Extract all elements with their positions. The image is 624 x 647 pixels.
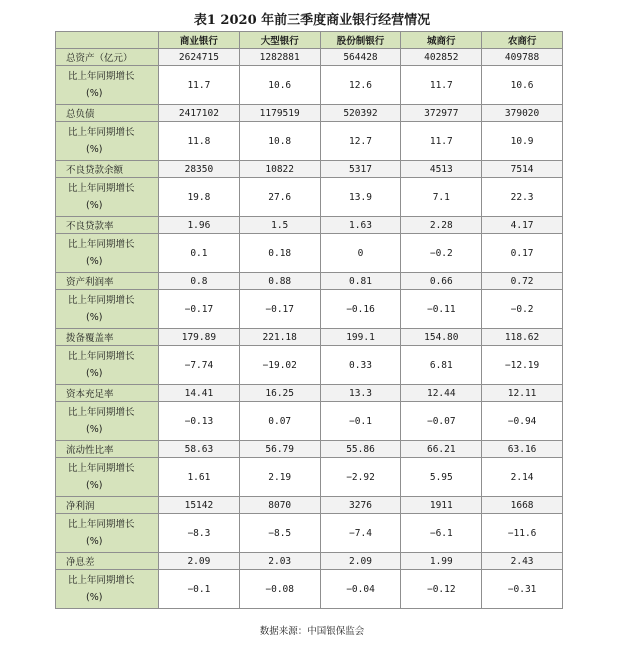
- metric-value: 66.21: [401, 441, 482, 458]
- metric-value: 1911: [401, 497, 482, 514]
- growth-value: 5.95: [401, 458, 482, 497]
- growth-label-line2: (%): [86, 368, 103, 379]
- metric-value: 7514: [482, 161, 563, 178]
- growth-value: −0.1: [320, 402, 401, 441]
- metric-value: 4.17: [482, 217, 563, 234]
- metric-value: 1179519: [239, 105, 320, 122]
- metric-value: 2624715: [159, 49, 240, 66]
- growth-label-line2: (%): [86, 88, 103, 99]
- growth-label: [56, 458, 159, 497]
- growth-row: [56, 458, 563, 497]
- growth-value: −19.02: [239, 346, 320, 385]
- metric-value: 154.80: [401, 329, 482, 346]
- growth-label-line1: 比上年同期增长: [68, 183, 135, 194]
- growth-label-line1: 比上年同期增长: [68, 239, 135, 250]
- metric-row: [56, 441, 563, 458]
- growth-label-line1: 比上年同期增长: [68, 519, 135, 530]
- metric-row: [56, 385, 563, 402]
- growth-value: −11.6: [482, 514, 563, 553]
- growth-value: −0.13: [159, 402, 240, 441]
- metric-value: 15142: [159, 497, 240, 514]
- metric-value: 0.88: [239, 273, 320, 290]
- metric-value: 564428: [320, 49, 401, 66]
- metric-value: 409788: [482, 49, 563, 66]
- growth-value: 12.6: [320, 66, 401, 105]
- growth-label-line1: 比上年同期增长: [68, 295, 135, 306]
- metric-value: 199.1: [320, 329, 401, 346]
- growth-value: 10.6: [239, 66, 320, 105]
- growth-value: −0.08: [239, 570, 320, 609]
- growth-label-line2: (%): [86, 256, 103, 267]
- growth-row: [56, 234, 563, 273]
- metric-row: [56, 49, 563, 66]
- metric-value: 2.09: [159, 553, 240, 570]
- metric-label: 总负债: [56, 105, 159, 122]
- growth-label: [56, 178, 159, 217]
- growth-row: [56, 66, 563, 105]
- metric-value: 8070: [239, 497, 320, 514]
- growth-value: −2.92: [320, 458, 401, 497]
- growth-value: 6.81: [401, 346, 482, 385]
- growth-label: [56, 514, 159, 553]
- metric-value: 118.62: [482, 329, 563, 346]
- growth-label-line2: (%): [86, 312, 103, 323]
- column-header: 股份制银行: [320, 32, 401, 49]
- growth-value: 0.1: [159, 234, 240, 273]
- growth-value: 11.7: [401, 122, 482, 161]
- growth-row: [56, 122, 563, 161]
- growth-label-line1: 比上年同期增长: [68, 127, 135, 138]
- growth-value: 27.6: [239, 178, 320, 217]
- metric-value: 379020: [482, 105, 563, 122]
- growth-value: 22.3: [482, 178, 563, 217]
- metric-value: 402852: [401, 49, 482, 66]
- metric-label: 净利润: [56, 497, 159, 514]
- growth-value: −0.94: [482, 402, 563, 441]
- growth-value: 0.17: [482, 234, 563, 273]
- metric-row: [56, 329, 563, 346]
- metric-label: 不良贷款余额: [56, 161, 159, 178]
- growth-row: [56, 514, 563, 553]
- growth-value: −0.31: [482, 570, 563, 609]
- metric-value: 0.66: [401, 273, 482, 290]
- metric-value: 1.5: [239, 217, 320, 234]
- growth-value: −0.12: [401, 570, 482, 609]
- growth-label-line1: 比上年同期增长: [68, 407, 135, 418]
- growth-label-line1: 比上年同期增长: [68, 463, 135, 474]
- growth-value: 2.19: [239, 458, 320, 497]
- growth-label: [56, 402, 159, 441]
- metric-value: 13.3: [320, 385, 401, 402]
- metric-row: [56, 217, 563, 234]
- metric-value: 2.28: [401, 217, 482, 234]
- metric-label: 资本充足率: [56, 385, 159, 402]
- metric-value: 1.63: [320, 217, 401, 234]
- metric-value: 0.81: [320, 273, 401, 290]
- growth-label-line2: (%): [86, 592, 103, 603]
- banking-performance-table: [55, 31, 563, 609]
- growth-value: 2.14: [482, 458, 563, 497]
- growth-value: 0: [320, 234, 401, 273]
- growth-row: [56, 346, 563, 385]
- growth-value: 12.7: [320, 122, 401, 161]
- metric-label: 资产利润率: [56, 273, 159, 290]
- growth-value: 10.6: [482, 66, 563, 105]
- growth-label-line1: 比上年同期增长: [68, 71, 135, 82]
- growth-label: [56, 346, 159, 385]
- metric-value: 12.11: [482, 385, 563, 402]
- metric-label: 流动性比率: [56, 441, 159, 458]
- metric-row: [56, 105, 563, 122]
- metric-value: 4513: [401, 161, 482, 178]
- growth-label: [56, 234, 159, 273]
- metric-row: [56, 161, 563, 178]
- growth-row: [56, 290, 563, 329]
- growth-label: [56, 122, 159, 161]
- growth-label-line1: 比上年同期增长: [68, 575, 135, 586]
- growth-value: −0.11: [401, 290, 482, 329]
- growth-value: 0.07: [239, 402, 320, 441]
- column-header: 大型银行: [239, 32, 320, 49]
- metric-value: 10822: [239, 161, 320, 178]
- growth-label-line1: 比上年同期增长: [68, 351, 135, 362]
- growth-value: 10.9: [482, 122, 563, 161]
- metric-row: [56, 497, 563, 514]
- growth-row: [56, 402, 563, 441]
- metric-value: 12.44: [401, 385, 482, 402]
- growth-value: −12.19: [482, 346, 563, 385]
- metric-label: 总资产（亿元）: [56, 49, 159, 66]
- data-source-note: 数据来源：中国银保监会: [259, 626, 365, 637]
- growth-value: 0.33: [320, 346, 401, 385]
- metric-value: 1668: [482, 497, 563, 514]
- growth-value: 19.8: [159, 178, 240, 217]
- growth-value: −0.2: [482, 290, 563, 329]
- metric-value: 221.18: [239, 329, 320, 346]
- growth-value: 11.8: [159, 122, 240, 161]
- growth-label-line2: (%): [86, 424, 103, 435]
- metric-value: 2417102: [159, 105, 240, 122]
- growth-value: −8.5: [239, 514, 320, 553]
- metric-value: 56.79: [239, 441, 320, 458]
- metric-value: 63.16: [482, 441, 563, 458]
- column-header: 商业银行: [159, 32, 240, 49]
- metric-value: 1282881: [239, 49, 320, 66]
- metric-value: 0.72: [482, 273, 563, 290]
- metric-value: 0.8: [159, 273, 240, 290]
- metric-value: 372977: [401, 105, 482, 122]
- growth-value: 13.9: [320, 178, 401, 217]
- growth-row: [56, 570, 563, 609]
- growth-value: 7.1: [401, 178, 482, 217]
- metric-value: 16.25: [239, 385, 320, 402]
- growth-label: [56, 290, 159, 329]
- growth-row: [56, 178, 563, 217]
- growth-value: −0.04: [320, 570, 401, 609]
- metric-value: 2.43: [482, 553, 563, 570]
- growth-value: −7.74: [159, 346, 240, 385]
- growth-value: −0.17: [159, 290, 240, 329]
- table-body: [56, 49, 563, 609]
- growth-value: −6.1: [401, 514, 482, 553]
- growth-label: [56, 66, 159, 105]
- metric-value: 1.99: [401, 553, 482, 570]
- growth-value: 10.8: [239, 122, 320, 161]
- growth-value: −0.1: [159, 570, 240, 609]
- growth-value: 0.18: [239, 234, 320, 273]
- growth-label-line2: (%): [86, 200, 103, 211]
- metric-value: 5317: [320, 161, 401, 178]
- metric-label: 净息差: [56, 553, 159, 570]
- metric-label: 不良贷款率: [56, 217, 159, 234]
- header-row: [56, 32, 563, 49]
- header-corner: [56, 32, 159, 49]
- growth-value: −8.3: [159, 514, 240, 553]
- growth-value: −0.2: [401, 234, 482, 273]
- metric-value: 28350: [159, 161, 240, 178]
- growth-value: 11.7: [159, 66, 240, 105]
- metric-row: [56, 273, 563, 290]
- growth-value: 11.7: [401, 66, 482, 105]
- table-title: 表1 2020 年前三季度商业银行经营情况: [193, 13, 431, 28]
- growth-label: [56, 570, 159, 609]
- growth-label-line2: (%): [86, 480, 103, 491]
- metric-value: 2.09: [320, 553, 401, 570]
- metric-value: 58.63: [159, 441, 240, 458]
- growth-value: −0.07: [401, 402, 482, 441]
- metric-value: 520392: [320, 105, 401, 122]
- growth-value: 1.61: [159, 458, 240, 497]
- metric-row: [56, 553, 563, 570]
- column-header: 农商行: [482, 32, 563, 49]
- growth-value: −0.17: [239, 290, 320, 329]
- column-header: 城商行: [401, 32, 482, 49]
- metric-value: 14.41: [159, 385, 240, 402]
- metric-label: 拨备覆盖率: [56, 329, 159, 346]
- growth-label-line2: (%): [86, 144, 103, 155]
- metric-value: 179.89: [159, 329, 240, 346]
- growth-value: −0.16: [320, 290, 401, 329]
- metric-value: 3276: [320, 497, 401, 514]
- growth-value: −7.4: [320, 514, 401, 553]
- metric-value: 2.03: [239, 553, 320, 570]
- metric-value: 1.96: [159, 217, 240, 234]
- metric-value: 55.86: [320, 441, 401, 458]
- growth-label-line2: (%): [86, 536, 103, 547]
